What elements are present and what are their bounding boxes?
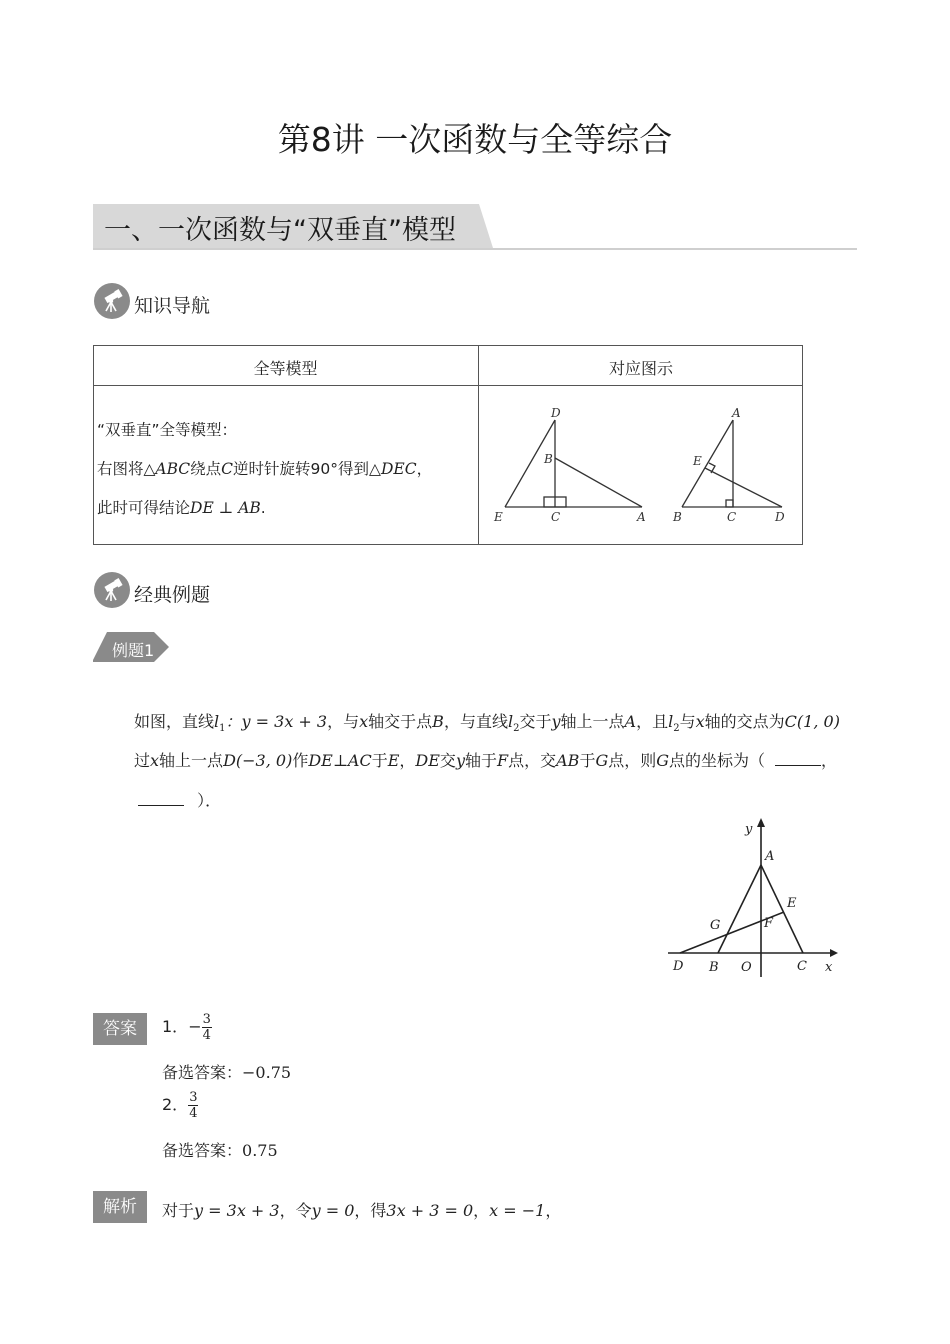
desc-text: 逆时针旋转90°得到△ — [233, 460, 381, 478]
q-sub: 2 — [673, 723, 680, 735]
q-math: l — [668, 712, 674, 731]
fraction-denominator: 4 — [189, 1106, 198, 1121]
fraction-numerator: 3 — [202, 1012, 211, 1027]
alt-value: 0.75 — [242, 1141, 278, 1160]
q-text: 点，交 — [508, 751, 557, 770]
q-math: y — [455, 751, 465, 770]
q-text: 与 — [679, 712, 696, 731]
analysis-tag: 解析 — [93, 1191, 147, 1223]
examples-heading: 经典例题 — [134, 584, 211, 606]
q-math: x — [150, 751, 160, 770]
coord-label-D: D — [673, 959, 684, 974]
fig2-label-B: B — [673, 510, 682, 524]
x-axis-arrow — [830, 949, 838, 957]
q-math: AB — [556, 751, 580, 770]
knowledge-heading: 知识导航 — [134, 295, 211, 317]
coord-label-x: x — [825, 960, 833, 975]
telescope-icon — [94, 572, 130, 608]
conclusion-text: . — [260, 499, 266, 517]
q-text: 点，则 — [608, 751, 657, 770]
q-math: F — [497, 751, 509, 770]
q-math: DE⊥AC — [308, 751, 372, 770]
conclusion-math: DE ⊥ AB — [190, 499, 261, 517]
model-conclusion — [97, 496, 266, 518]
fig1-label-D: D — [551, 406, 561, 420]
coord-label-E: E — [787, 896, 797, 911]
q-text: 于 — [579, 751, 596, 770]
q-text: 交于 — [519, 712, 552, 731]
section-title: 一、一次函数与“双垂直”模型 — [104, 215, 456, 246]
coord-label-C: C — [797, 959, 807, 974]
example-label: 例题1 — [112, 641, 155, 660]
fig2-label-A: A — [732, 406, 741, 420]
alt-label: 备选答案： — [162, 1141, 243, 1160]
q-sub: 1 — [219, 723, 226, 735]
coord-label-F: F — [764, 916, 774, 931]
fig2-right-angle-mark-e — [709, 463, 715, 473]
coord-label-y: y — [745, 822, 753, 837]
q-math: G — [656, 751, 670, 770]
fraction-numerator: 3 — [189, 1090, 198, 1105]
page-title: 第8讲 一次函数与全等综合 — [277, 120, 673, 159]
answer-blank-1[interactable] — [775, 751, 821, 766]
fig1-label-E: E — [494, 510, 503, 524]
q-sub: 2 — [513, 723, 520, 735]
q-text: 轴上一点 — [560, 712, 625, 731]
alt-value: −0.75 — [242, 1063, 292, 1082]
table-header-figure: 对应图示 — [608, 359, 673, 378]
fig2-line-BA — [682, 420, 733, 507]
q-math: B — [432, 712, 444, 731]
model-name: “双垂直”全等模型： — [97, 421, 238, 439]
q-math: G — [595, 751, 609, 770]
model-description — [97, 457, 432, 479]
y-axis-arrow — [757, 818, 765, 827]
desc-math-dec: DEC — [380, 460, 417, 478]
alt-label: 备选答案： — [162, 1063, 243, 1082]
table-divider-horizontal — [93, 385, 803, 386]
analysis-text: 对于 — [162, 1201, 195, 1220]
line-AB — [718, 865, 761, 953]
q-text: 作 — [292, 751, 309, 770]
q-math: E — [387, 751, 400, 770]
fig1-line-BA — [555, 458, 642, 507]
analysis-text: ，得 — [354, 1201, 387, 1220]
coord-label-B: B — [709, 960, 719, 975]
analysis-text: ，令 — [279, 1201, 312, 1220]
q-text: 轴的交点为 — [704, 712, 785, 731]
coord-label-G: G — [710, 918, 721, 933]
desc-math-abc: ABC — [155, 460, 191, 478]
answer-item-1 — [162, 1012, 212, 1043]
fig1-label-A: A — [637, 510, 646, 524]
q-text: 于 — [371, 751, 388, 770]
question-line-1 — [134, 709, 840, 734]
answer-blank-1-line — [775, 748, 837, 771]
answer-item-2 — [162, 1090, 198, 1121]
q-text: 过 — [134, 751, 151, 770]
q-text: ，与 — [327, 712, 360, 731]
q-math: A — [624, 712, 637, 731]
question-line-3 — [138, 788, 221, 811]
fraction-denominator: 4 — [202, 1028, 211, 1043]
q-text: 轴交于点 — [368, 712, 433, 731]
answer-fraction — [188, 1090, 198, 1121]
q-text: 轴于 — [464, 751, 497, 770]
q-text: ，与直线 — [443, 712, 508, 731]
desc-text: 绕点 — [190, 460, 222, 478]
q-math: C(1, 0) — [784, 712, 840, 731]
q-text: 轴上一点 — [159, 751, 224, 770]
answer-sign: − — [188, 1017, 202, 1036]
q-text: 交 — [439, 751, 456, 770]
conclusion-text: 此时可得结论 — [97, 499, 191, 517]
q-math-eq: ：y = 3x + 3 — [225, 712, 328, 731]
fig2-line-ED — [705, 468, 782, 507]
q-text: ， — [821, 751, 838, 770]
answer-fraction — [202, 1012, 212, 1043]
answer-alt-2 — [162, 1138, 278, 1161]
analysis-math: 3x + 3 = 0 — [386, 1201, 474, 1220]
q-math: l — [214, 712, 220, 731]
q-text: ）． — [197, 791, 222, 810]
answer-prefix: 2． — [162, 1095, 189, 1114]
desc-text: ， — [416, 460, 433, 478]
fig2-label-D: D — [775, 510, 785, 524]
analysis-math: y = 0 — [311, 1201, 355, 1220]
section-divider — [93, 248, 857, 250]
fig2-right-angle-mark-c — [726, 500, 733, 507]
answer-prefix: 1． — [162, 1017, 189, 1036]
fig1-label-C: C — [551, 510, 561, 524]
question-line-2 — [134, 748, 765, 771]
answer-blank-2[interactable] — [138, 791, 184, 806]
coord-label-O: O — [741, 960, 752, 975]
line-AC — [761, 865, 803, 953]
q-math: x — [695, 712, 705, 731]
answer-alt-1 — [162, 1060, 291, 1083]
q-text: ， — [399, 751, 416, 770]
q-text: 点的坐标为（ — [669, 751, 766, 770]
analysis-text: ， — [545, 1201, 562, 1220]
q-text: ，且 — [636, 712, 669, 731]
q-math: y — [551, 712, 561, 731]
desc-math-c: C — [221, 460, 234, 478]
analysis-text: ， — [473, 1201, 490, 1220]
figure-double-perpendicular-1 — [490, 400, 650, 530]
q-math: DE — [415, 751, 440, 770]
figure-double-perpendicular-2 — [665, 400, 795, 530]
fig2-label-E: E — [693, 454, 702, 468]
analysis-math: y = 3x + 3 — [194, 1201, 280, 1220]
q-math: l — [507, 712, 514, 731]
fig2-label-C: C — [727, 510, 737, 524]
coordinate-figure — [660, 815, 845, 985]
answer-tag: 答案 — [93, 1013, 147, 1045]
q-text: 如图，直线 — [134, 712, 215, 731]
fig1-label-B: B — [544, 452, 553, 466]
q-math: x — [359, 712, 369, 731]
analysis-math: x = −1 — [489, 1201, 546, 1220]
table-header-model: 全等模型 — [253, 359, 318, 378]
coord-label-A: A — [765, 849, 775, 864]
q-math: D(−3, 0) — [223, 751, 293, 770]
desc-text: 右图将△ — [97, 460, 156, 478]
analysis-line-1 — [162, 1198, 561, 1221]
telescope-icon — [94, 283, 130, 319]
